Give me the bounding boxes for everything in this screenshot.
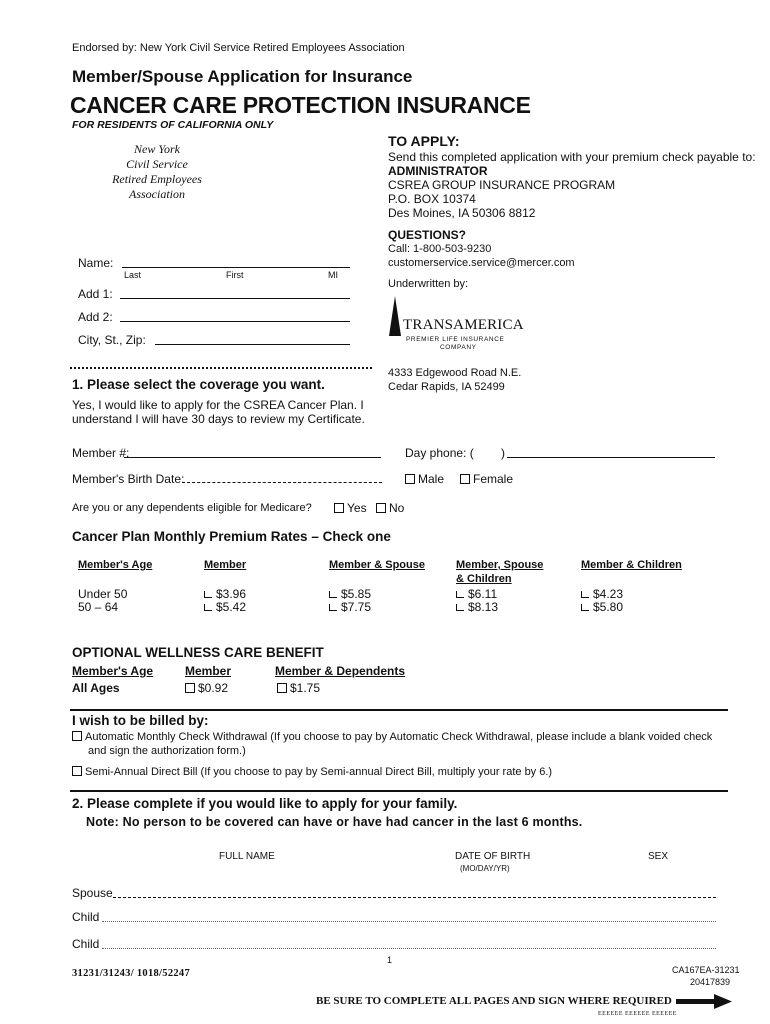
billing-semiannual-label: Semi-Annual Direct Bill (If you choose to pay by Semi-annual Direct Bill, multiply your rate by 6.): [85, 766, 553, 778]
form-codes: 31231/31243/ 1018/52247: [72, 968, 191, 979]
logo-line: Civil Service: [126, 157, 188, 171]
rate-checkbox[interactable]: [456, 604, 464, 611]
col-header-family: Member, Spouse: [456, 559, 544, 571]
company-subline: PREMIER LIFE INSURANCE: [406, 336, 505, 343]
transamerica-logo: [388, 296, 524, 356]
rate-option[interactable]: [204, 600, 246, 614]
pyramid-icon: [388, 296, 402, 336]
name-label: Name:: [78, 256, 114, 270]
phone-contact: Call: 1-800-503-9230: [388, 243, 492, 255]
endorsement-text: Endorsed by: New York Civil Service Retired Employees Association: [72, 42, 405, 54]
company-address: 4333 Edgewood Road N.E.: [388, 367, 522, 379]
logo-line: Association: [129, 187, 185, 201]
wellness-col-dependents: Member & Dependents: [275, 664, 406, 678]
rate-value: $5.85: [341, 587, 372, 601]
page-number: 1: [387, 955, 393, 965]
medicare-no-checkbox[interactable]: [376, 503, 386, 513]
company-name: TRANSAMERICA: [403, 317, 524, 333]
day-phone-input[interactable]: [507, 457, 715, 458]
form-number: CA167EA-31231: [672, 965, 740, 975]
rate-option[interactable]: [581, 587, 623, 601]
medicare-yes-checkbox[interactable]: [334, 503, 344, 513]
program-name: CSREA GROUP INSURANCE PROGRAM: [388, 178, 616, 192]
section2-note: Note: No person to be covered can have or have had cancer in the last 6 months.: [86, 815, 583, 829]
rate-value: $7.75: [341, 600, 372, 614]
wellness-member-checkbox[interactable]: [185, 683, 195, 693]
section1-text: understand I will have 30 days to review my Certificate.: [72, 412, 365, 426]
billing-auto-option[interactable]: [72, 731, 712, 743]
barcode-text: EEEEEE EEEEEE EEEEEE: [598, 1011, 677, 1017]
day-phone-paren: ): [501, 446, 505, 460]
medicare-yes-label: Yes: [347, 501, 367, 515]
address1-input[interactable]: [120, 298, 350, 299]
spouse-input[interactable]: [113, 897, 716, 898]
rate-value: $8.13: [468, 600, 499, 614]
rate-checkbox[interactable]: [204, 591, 212, 598]
rate-option[interactable]: [456, 587, 497, 601]
rate-checkbox[interactable]: [581, 604, 589, 611]
wellness-col-member: Member: [185, 664, 232, 678]
female-label: Female: [473, 472, 514, 486]
birth-date-input[interactable]: [182, 482, 382, 483]
company-city: Cedar Rapids, IA 52499: [388, 381, 505, 393]
billing-heading: I wish to be billed by:: [72, 713, 209, 728]
rate-value: $4.23: [593, 587, 624, 601]
rate-age: Under 50: [78, 587, 128, 601]
middle-initial-caption: MI: [328, 270, 338, 280]
billing-semiannual-option[interactable]: [72, 766, 552, 778]
day-phone-label: Day phone: (: [405, 446, 474, 460]
billing-auto-label-cont: and sign the authorization form.): [88, 745, 246, 757]
col-header-member-children: Member & Children: [581, 559, 682, 571]
billing-auto-label: Automatic Monthly Check Withdrawal (If you choose to pay by Automatic Check Withdrawal, please include a blank voided check: [85, 731, 713, 743]
section2-heading: 2. Please complete if you would like to apply for your family.: [72, 796, 458, 811]
rate-checkbox[interactable]: [329, 591, 337, 598]
address2-input[interactable]: [120, 321, 350, 322]
col-header-age: Member's Age: [78, 559, 153, 571]
male-checkbox[interactable]: [405, 474, 415, 484]
family-col-sex: SEX: [648, 851, 669, 862]
last-name-caption: Last: [124, 270, 142, 280]
section-rule: [70, 709, 728, 711]
name-input[interactable]: [122, 267, 350, 268]
rate-value: $5.80: [593, 600, 624, 614]
female-option[interactable]: [460, 472, 513, 486]
wellness-dependents-option[interactable]: [277, 681, 320, 695]
child2-label: Child: [72, 937, 100, 951]
form-title: CANCER CARE PROTECTION INSURANCE: [70, 92, 531, 118]
member-number-input[interactable]: [124, 457, 381, 458]
rate-option[interactable]: [456, 600, 498, 614]
rate-option[interactable]: [581, 600, 623, 614]
logo-line: Retired Employees: [112, 172, 202, 186]
rate-checkbox[interactable]: [456, 591, 464, 598]
city-state-zip-input[interactable]: [155, 344, 350, 345]
form-number: 20417839: [690, 977, 731, 987]
birth-date-label: Member's Birth Date:: [72, 472, 185, 486]
rate-option[interactable]: [329, 600, 371, 614]
wellness-member-rate: $0.92: [198, 681, 229, 695]
po-box: P.O. BOX 10374: [388, 192, 476, 206]
address2-label: Add 2:: [78, 310, 113, 324]
underwritten-label: Underwritten by:: [388, 278, 469, 290]
spouse-label: Spouse: [72, 886, 113, 900]
wellness-col-age: Member's Age: [72, 664, 154, 678]
rate-value: $5.42: [216, 600, 247, 614]
rate-age: 50 – 64: [78, 600, 119, 614]
wellness-dependents-checkbox[interactable]: [277, 683, 287, 693]
medicare-yes-option[interactable]: [334, 501, 367, 515]
admin-city: Des Moines, IA 50306 8812: [388, 206, 536, 220]
company-subline: COMPANY: [440, 344, 477, 351]
wellness-heading: OPTIONAL WELLNESS CARE BENEFIT: [72, 645, 324, 660]
male-label: Male: [418, 472, 445, 486]
female-checkbox[interactable]: [460, 474, 470, 484]
member-number-label: Member #:: [72, 446, 130, 460]
medicare-no-label: No: [389, 501, 405, 515]
section-rule: [70, 790, 728, 792]
child2-input[interactable]: [102, 948, 716, 949]
col-header-family: & Children: [456, 573, 512, 585]
to-apply-heading: TO APPLY:: [388, 133, 460, 149]
city-state-zip-label: City, St., Zip:: [78, 333, 146, 347]
address1-label: Add 1:: [78, 287, 113, 301]
wellness-member-option[interactable]: [185, 681, 228, 695]
section1-heading: 1. Please select the coverage you want.: [72, 377, 325, 392]
wellness-age: All Ages: [72, 681, 120, 695]
questions-heading: QUESTIONS?: [388, 228, 467, 242]
email-contact[interactable]: customerservice.service@mercer.com: [388, 257, 575, 269]
male-option[interactable]: [405, 472, 444, 486]
family-col-dob-format: (MO/DAY/YR): [460, 864, 510, 873]
child1-label: Child: [72, 910, 100, 924]
complete-reminder: BE SURE TO COMPLETE ALL PAGES AND SIGN WHERE REQUIRED: [316, 995, 672, 1007]
form-subtitle: Member/Spouse Application for Insurance: [72, 67, 413, 86]
residents-notice: FOR RESIDENTS OF CALIFORNIA ONLY: [72, 119, 274, 131]
wellness-dependents-rate: $1.75: [290, 681, 321, 695]
arrow-right-icon: [676, 994, 732, 1010]
section-divider: [70, 367, 372, 369]
rate-option[interactable]: [204, 587, 246, 601]
rate-checkbox[interactable]: [581, 591, 589, 598]
family-col-name: FULL NAME: [219, 851, 275, 862]
rate-value: $3.96: [216, 587, 247, 601]
apply-instruction: Send this completed application with your premium check payable to:: [388, 150, 756, 164]
billing-semiannual-checkbox[interactable]: [72, 766, 82, 776]
association-logo: [82, 142, 232, 202]
rate-value: $6.11: [468, 587, 498, 601]
col-header-member: Member: [204, 559, 247, 571]
child1-input[interactable]: [102, 921, 716, 922]
family-col-dob: DATE OF BIRTH: [455, 851, 531, 862]
col-header-member-spouse: Member & Spouse: [329, 559, 425, 571]
first-name-caption: First: [226, 270, 244, 280]
rate-option[interactable]: [329, 587, 371, 601]
billing-auto-checkbox[interactable]: [72, 731, 82, 741]
administrator-label: ADMINISTRATOR: [388, 164, 488, 178]
logo-line: New York: [134, 142, 180, 156]
medicare-question: Are you or any dependents eligible for Medicare?: [72, 502, 312, 514]
section1-text: Yes, I would like to apply for the CSREA Cancer Plan. I: [72, 398, 364, 412]
rates-heading: Cancer Plan Monthly Premium Rates – Check one: [72, 529, 391, 544]
rate-checkbox[interactable]: [329, 604, 337, 611]
medicare-no-option[interactable]: [376, 501, 404, 515]
rate-checkbox[interactable]: [204, 604, 212, 611]
